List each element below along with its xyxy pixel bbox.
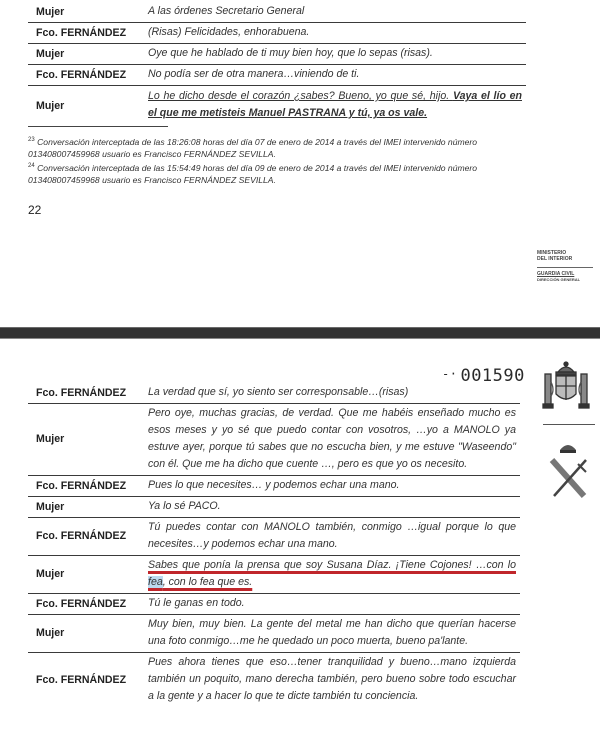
table-row	[28, 404, 520, 476]
speaker: Fco. FERNÁNDEZ	[28, 518, 148, 556]
ministry-line: DEL INTERIOR	[537, 256, 573, 262]
coat-of-arms-icon	[541, 360, 591, 415]
speaker: Mujer	[36, 5, 65, 18]
speech: Pues ahora tienes que eso…tener tranquilidad y bueno…mano izquierda también un poquito, mano derecha también, pero bueno sobre todo escuchar a la gente y a hacer lo que te dicte también tu conciencia.	[148, 653, 520, 708]
speaker: Mujer	[28, 86, 148, 127]
guardia-civil-emblem-icon	[544, 438, 592, 500]
dialogue-table-bottom	[28, 383, 520, 707]
stamp-mark-icon: -·	[442, 367, 458, 381]
speaker: Mujer	[28, 404, 148, 476]
speech-part: Lo he dicho desde el corazón ¿sabes? Bueno, yo que sé, hijo.	[148, 90, 453, 102]
speech-underlined	[148, 86, 526, 127]
speech: Pues lo que necesites… y podemos echar una mano.	[148, 476, 520, 497]
speech: (Risas) Felicidades, enhorabuena.	[148, 23, 526, 44]
stamp-value: 001590	[460, 366, 525, 386]
dialogue-table-top	[28, 2, 526, 126]
ministry-line: MINISTERIO	[537, 250, 567, 256]
speech-part: , con lo fea que es.	[162, 576, 253, 588]
table-row	[28, 556, 520, 594]
table-row	[28, 518, 520, 556]
speaker: Fco. FERNÁNDEZ	[28, 653, 148, 708]
footnote-mark: 24	[28, 163, 35, 169]
table-row	[28, 65, 526, 86]
table-row	[28, 497, 520, 518]
speaker: Mujer	[28, 497, 148, 518]
footnote-text: Conversación interceptada de las 18:26:08 horas del día 07 de enero de 2014 a través del IMEI intervenido número 013408007459968 usuario es Francisco FERNÁNDEZ SEVILLA.	[28, 136, 478, 159]
table-row	[28, 23, 526, 44]
table-row	[28, 653, 520, 708]
ministry-line: GUARDIA CIVIL	[537, 271, 575, 277]
table-row	[28, 476, 520, 497]
speech: Oye que he hablado de ti muy bien hoy, que lo sepas (risas).	[148, 44, 526, 65]
table-row	[28, 86, 526, 127]
speech-part: Sabes que ponía la prensa que soy Susana Díaz. ¡Tiene Cojones! …con lo	[148, 559, 516, 571]
speaker: Mujer	[28, 44, 148, 65]
speech-red-underlined	[148, 556, 520, 594]
speech-bold-part: Vaya el lío en el que me metisteis Manuel PASTRANA y tú, ya os vale.	[148, 90, 522, 119]
speech: Muy bien, muy bien. La gente del metal me han dicho que querían hacerse una foto conmigo…me he quedado un poco muerta, bueno pa'lante.	[148, 615, 520, 653]
ministry-logo	[537, 250, 593, 283]
speech: Tú le ganas en todo.	[148, 594, 520, 615]
table-row	[28, 44, 526, 65]
speaker: Mujer	[28, 615, 148, 653]
footnote-divider	[28, 126, 168, 127]
speech: Ya lo sé PACO.	[148, 497, 520, 518]
previous-page	[0, 0, 600, 327]
speech: A las órdenes Secretario General	[148, 5, 305, 17]
speech: Tú puedes contar con MANOLO también, conmigo …igual porque lo que necesites…y podemos echar una mano.	[148, 518, 520, 556]
speaker: Fco. FERNÁNDEZ	[28, 476, 148, 497]
emblem-divider	[543, 424, 595, 425]
footnote-24	[28, 160, 528, 186]
speaker: Fco. FERNÁNDEZ	[28, 23, 148, 44]
table-row	[28, 2, 526, 23]
footnote-23	[28, 134, 528, 160]
speaker: Fco. FERNÁNDEZ	[28, 65, 148, 86]
footnote-mark: 23	[28, 137, 35, 143]
page-number: 22	[28, 203, 42, 217]
footnote-text: Conversación interceptada de las 15:54:49 horas del día 09 de enero de 2014 a través del IMEI intervenido número 013408007459968 usuario es Francisco FERNÁNDEZ SEVILLA.	[28, 162, 478, 185]
ministry-line: DIRECCIÓN GENERAL	[537, 277, 581, 282]
page-separator	[0, 327, 600, 339]
speech: La verdad que sí, yo siento ser corresponsable…(risas)	[148, 386, 409, 398]
speaker: Fco. FERNÁNDEZ	[36, 386, 127, 399]
ministry-divider	[537, 267, 593, 268]
table-row	[28, 615, 520, 653]
highlighted-word[interactable]: fea	[148, 576, 163, 588]
speech: Pero oye, muchas gracias, de verdad. Que me habéis enseñado mucho es esos meses y yo sé que puedo contar con vosotros, …yo a MANOLO ya estuve ayer, porque tú sabes que no escucha bien, y me estuve "Waseendo" con él. Que me ha dicho que cuente …, pero es que yo os necesito.	[148, 404, 520, 476]
table-row	[28, 594, 520, 615]
speaker: Mujer	[28, 556, 148, 594]
speech: No podía ser de otra manera…viniendo de ti.	[148, 65, 526, 86]
table-row	[28, 383, 520, 404]
speaker: Fco. FERNÁNDEZ	[28, 594, 148, 615]
